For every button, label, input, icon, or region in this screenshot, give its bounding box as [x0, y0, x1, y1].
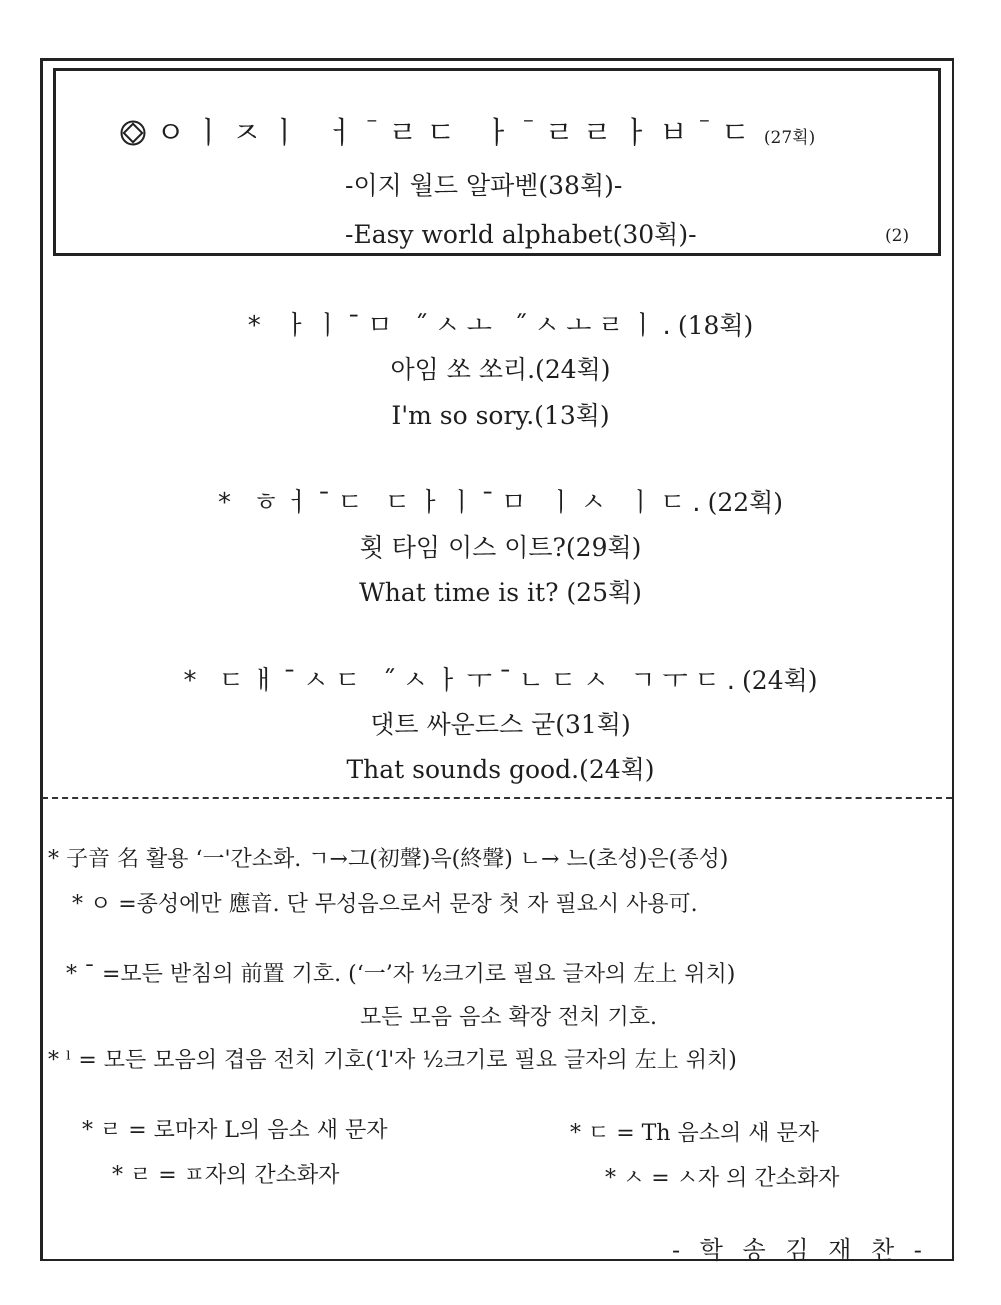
- phrase-english: That sounds good.(24획): [346, 755, 655, 784]
- phrase-strokes: (22획): [707, 488, 784, 517]
- note-line: * ㅇ =종성에만 應音. 단 무성음으로서 문장 첫 자 필요시 사용可.: [72, 892, 698, 917]
- phrase-korean: 아임 쏘 쏘리.(24획): [390, 355, 611, 384]
- note-line: 모든 모음 음소 확장 전치 기호.: [360, 1005, 657, 1030]
- phrase-script-text: * ㄷㅐ¯ㅅㄷ ˝ㅅㅏㅜ¯ㄴㄷㅅ ㄱㅜㄷ.: [183, 666, 743, 696]
- note-line: * ˡ = 모든 모음의 겹음 전치 기호(‘l'자 ½크기로 필요 글자의 左上 위치): [48, 1048, 737, 1073]
- legend-item: * ㄹ = ㅍ자의 간소화자: [112, 1163, 340, 1188]
- title-korean: -이지 월드 알파벧(38획)-: [345, 171, 623, 200]
- phrase-english: What time is it? (25획): [359, 578, 642, 607]
- legend-item: * ㄷ = Th 음소의 새 문자: [570, 1121, 819, 1146]
- phrase-script-text: * ㅏㅣ¯ㅁ ˝ㅅㅗ ˝ㅅㅗㄹㅣ.: [247, 311, 678, 341]
- legend-item: * ㅅ = ㅅ자 의 간소화자: [605, 1166, 840, 1191]
- phrase-strokes: (24획): [742, 666, 818, 695]
- phrase-script-text: * ㅎㅓ¯ㄷ ㄷㅏㅣ¯ㅁ ㅣㅅ ㅣㄷ.: [217, 488, 708, 518]
- phrase-easy-script: [0, 482, 1001, 519]
- title-easy-script: ㅇㅣㅈㅣ ㅓ¯ㄹㄷ ㅏ¯ㄹㄹㅏㅂ¯ㄷ: [156, 116, 759, 151]
- page-title: [120, 108, 815, 152]
- dash-dot-divider: [42, 797, 952, 799]
- page-number: (2): [885, 226, 910, 246]
- author-signature: - 학 송 김 재 찬 -: [672, 1236, 928, 1264]
- legend-item: * ㄹ = 로마자 L의 음소 새 문자: [82, 1118, 388, 1143]
- phrase-strokes: (18획): [677, 311, 754, 340]
- note-line: * 子音 名 활용 ‘一'간소화. ㄱ→그(初聲)윽(終聲) ㄴ→ 느(초성)은(종성): [48, 847, 729, 872]
- phrase-english: I'm so sory.(13획): [391, 401, 610, 430]
- title-strokes: (27획): [763, 128, 816, 148]
- phrase-easy-script: [0, 305, 1001, 342]
- phrase-easy-script: [0, 660, 1001, 697]
- phrase-korean: 횟 타임 이스 이트?(29획): [359, 533, 642, 562]
- phrase-korean: 댓트 싸운드스 굳(31획): [370, 710, 631, 739]
- title-english: -Easy world alphabet(30획)-: [345, 220, 697, 249]
- note-line: * ¯ =모든 받침의 前置 기호. (‘一’자 ½크기로 필요 글자의 左上 위치): [66, 962, 736, 987]
- diamond-circle-icon: [120, 120, 146, 146]
